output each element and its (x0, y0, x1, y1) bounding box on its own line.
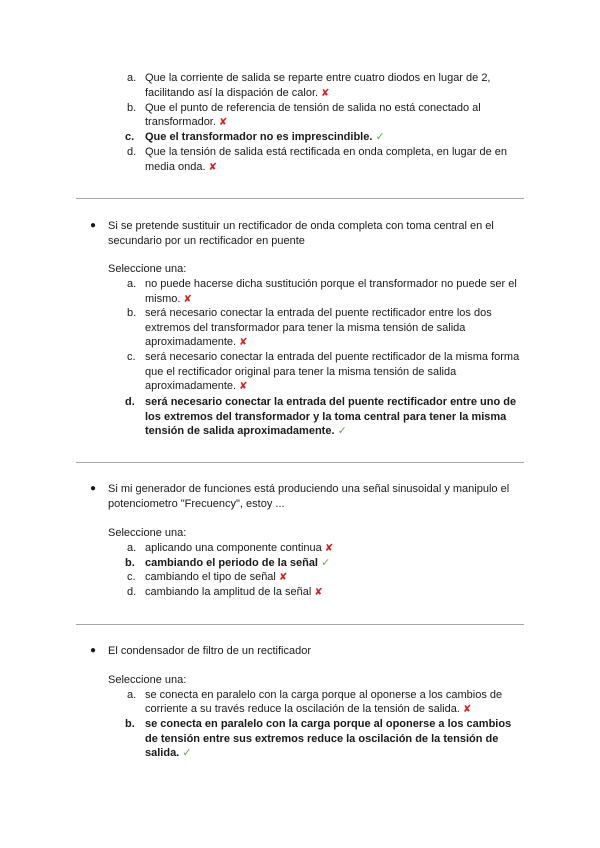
option-text: Que el transformador no es imprescindible. (145, 131, 373, 143)
question-divider (76, 462, 524, 463)
option-letter: a. (127, 688, 137, 701)
correct-mark-icon: ✓ (182, 747, 192, 759)
option-letter: a. (127, 278, 137, 290)
bullet-icon: ● (90, 645, 97, 656)
option-text: cambiando el tipo de señal (145, 571, 276, 583)
incorrect-mark-icon: ✘ (218, 117, 228, 128)
question-text: Si mi generador de funciones está produciendo una señal sinusoidal y manipulo el potenciometro "Frecuency", estoy ... (108, 483, 510, 510)
question-divider (76, 624, 524, 625)
option-text: Que la tensión de salida está rectificada en onda completa, en lugar de en media onda. (145, 146, 508, 173)
incorrect-mark-icon: ✘ (239, 337, 248, 348)
option-letter: b. (125, 556, 135, 569)
option-letter: c. (125, 131, 135, 143)
option-letter: d. (127, 585, 137, 598)
select-prompt: Seleccione una: (108, 527, 187, 539)
question-text: El condensador de filtro de un rectificador (108, 645, 312, 657)
option-letter: c. (127, 351, 136, 363)
option-text: será necesario conectar la entrada del puente rectificador entre los dos extremos del transformador para tener la misma tensión de salida aproximadamente. (145, 307, 492, 348)
option-text: será necesario conectar la entrada del puente rectificador entre uno de los extremos del transformador y la toma central para tener la misma tensión de salida aproximadamente. (145, 396, 517, 437)
question-divider (76, 198, 524, 199)
incorrect-mark-icon: ✘ (183, 293, 192, 305)
option-letter: a. (127, 72, 137, 84)
incorrect-mark-icon: ✘ (462, 704, 472, 715)
incorrect-mark-icon: ✘ (324, 543, 334, 554)
option-text: Que el punto de referencia de tensión de salida no está conectado al transformador. (145, 101, 481, 128)
option-letter: a. (127, 542, 137, 554)
bullet-icon: ● (90, 220, 97, 231)
option-text: se conecta en paralelo con la carga porque al oponerse a los cambios de corriente a su través reduce la oscilación de la tensión de salida. (145, 688, 503, 715)
incorrect-mark-icon: ✘ (278, 572, 288, 583)
correct-mark-icon: ✓ (337, 425, 347, 437)
option-text: será necesario conectar la entrada del puente rectificador de la misma forma que el rectificador original para tener la misma tensión de salida aproximadamente. (145, 351, 520, 392)
option-letter: b. (127, 101, 137, 114)
correct-mark-icon: ✓ (321, 556, 331, 569)
question-text: Si se pretende sustituir un rectificador de onda completa con toma central en el secundario por un rectificador en puente (108, 220, 494, 247)
bullet-icon: ● (90, 483, 97, 494)
incorrect-mark-icon: ✘ (314, 586, 323, 598)
option-letter: d. (127, 146, 137, 158)
option-letter: d. (125, 396, 135, 408)
option-text: Que la corriente de salida se reparte entre cuatro diodos en lugar de 2, facilitando así la dispación de calor. (145, 72, 491, 99)
incorrect-mark-icon: ✘ (208, 161, 217, 173)
option-text: aplicando una componente continua (145, 542, 322, 554)
select-prompt: Seleccione una: (108, 674, 187, 686)
option-text: cambiando el periodo de la señal (145, 556, 318, 569)
option-letter: b. (125, 718, 135, 730)
option-text: no puede hacerse dicha sustitución porque el transformador no puede ser el mismo. (145, 278, 517, 305)
option-letter: b. (127, 307, 137, 319)
incorrect-mark-icon: ✘ (321, 87, 330, 99)
incorrect-mark-icon: ✘ (239, 381, 248, 392)
option-letter: c. (127, 571, 136, 583)
select-prompt: Seleccione una: (108, 263, 187, 275)
option-text: se conecta en paralelo con la carga porque al oponerse a los cambios de tensión entre sus extremos reduce la oscilación de la tensión de salida. (145, 718, 512, 759)
correct-mark-icon: ✓ (375, 131, 385, 143)
option-text: cambiando la amplitud de la señal (145, 585, 312, 598)
